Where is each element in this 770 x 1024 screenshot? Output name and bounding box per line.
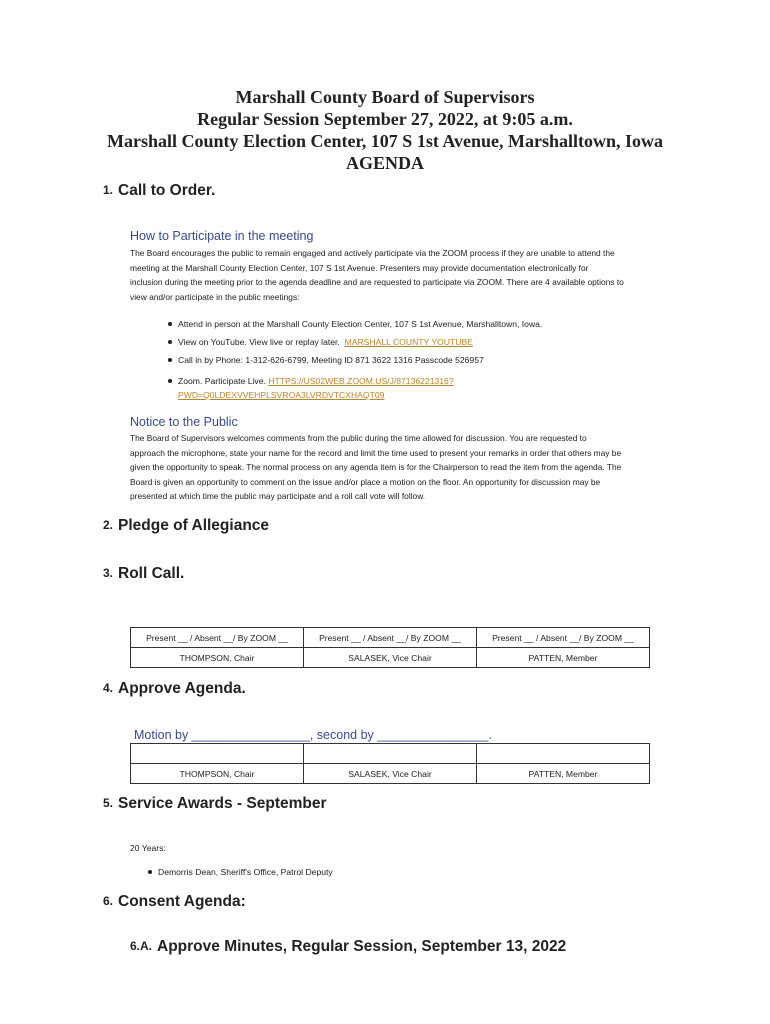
bullet-icon xyxy=(168,340,172,344)
table-cell: SALASEK, Vice Chair xyxy=(304,648,477,668)
paragraph-line: given the opportunity to speak. The normal process on any agenda item is for the Chairperson to read the item from the agenda. The xyxy=(130,462,622,473)
table-row xyxy=(131,648,650,668)
motion-line: Motion by _________________, second by ________________. xyxy=(134,728,492,742)
title-line-3: Marshall County Election Center, 107 S 1st Avenue, Marshalltown, Iowa xyxy=(106,131,663,151)
participate-heading: How to Participate in the meeting xyxy=(130,229,314,243)
table-cell xyxy=(477,744,650,764)
paragraph-line: Board is given an opportunity to comment on the issue and/or place a motion on the floor. An opportunity for discussion may be xyxy=(130,476,601,487)
section-title: Service Awards - September xyxy=(118,795,327,812)
award-years-label: 20 Years: xyxy=(130,843,166,853)
section-number: 1. xyxy=(103,183,114,197)
section-3-heading xyxy=(103,565,184,583)
title-line-1: Marshall County Board of Supervisors xyxy=(235,87,535,107)
section-2-heading xyxy=(103,517,269,535)
list-item xyxy=(148,867,333,877)
section-number: 6. xyxy=(103,894,114,908)
paragraph-line: The Board of Supervisors welcomes comments from the public during the time allowed for discussion. You are requested to xyxy=(130,433,587,443)
zoom-link-continued[interactable]: PWD=Q0LDEXVVEHPLSVROA3LVRDVTCXHAQT09 xyxy=(178,390,385,400)
section-title: Roll Call. xyxy=(118,565,185,582)
section-5-heading xyxy=(103,795,327,813)
section-1-heading xyxy=(103,182,215,200)
section-title: Call to Order. xyxy=(118,182,216,199)
table-row xyxy=(131,744,650,764)
paragraph-line: approach the microphone, state your name for the record and limit the time used to present your remarks in order that others may be xyxy=(130,447,622,458)
table-cell: Present __ / Absent __/ By ZOOM __ xyxy=(304,628,477,648)
page-title xyxy=(0,86,770,174)
list-item xyxy=(168,319,542,329)
section-6-heading xyxy=(103,893,246,911)
section-number: 6.A. xyxy=(130,939,153,953)
notice-heading: Notice to the Public xyxy=(130,415,238,429)
bullet-icon xyxy=(148,870,152,874)
list-item xyxy=(168,355,484,365)
list-item-text: View on YouTube. View live or replay later. xyxy=(178,337,340,347)
table-cell: PATTEN, Member xyxy=(477,648,650,668)
table-cell: Present __ / Absent __/ By ZOOM __ xyxy=(131,628,304,648)
bullet-icon xyxy=(168,358,172,362)
table-cell xyxy=(304,744,477,764)
list-item-text: Zoom. Participate Live. xyxy=(178,376,266,386)
bullet-icon xyxy=(168,322,172,326)
paragraph-line: inclusion during the meeting prior to the agenda deadline and are requested to participate via ZOOM. There are 4 available options to xyxy=(130,277,624,288)
list-item xyxy=(168,337,473,347)
list-item-text: Attend in person at the Marshall County Election Center, 107 S 1st Avenue, Marshalltown, Iowa. xyxy=(178,319,543,329)
table-row xyxy=(131,764,650,784)
section-number: 4. xyxy=(103,681,114,695)
list-item-text: Call in by Phone: 1-312-626-6799, Meeting ID 871 3622 1316 Passcode 526957 xyxy=(178,355,484,365)
section-title: Approve Agenda. xyxy=(118,680,246,697)
paragraph-line: view and/or participate in the public meetings: xyxy=(130,291,300,302)
table-cell xyxy=(131,744,304,764)
table-cell: Present __ / Absent __/ By ZOOM __ xyxy=(477,628,650,648)
notice-paragraph xyxy=(130,431,690,504)
section-title: Approve Minutes, Regular Session, September 13, 2022 xyxy=(157,938,567,955)
paragraph-line: The Board encourages the public to remain engaged and actively participate via the ZOOM process if they are unable to attend the xyxy=(130,248,615,258)
title-line-2: Regular Session September 27, 2022, at 9:05 a.m. xyxy=(197,109,573,129)
table-cell: SALASEK, Vice Chair xyxy=(304,764,477,784)
zoom-link[interactable]: HTTPS://US02WEB.ZOOM.US/J/87136221316? xyxy=(268,376,454,386)
table-cell: THOMPSON, Chair xyxy=(131,648,304,668)
list-item xyxy=(168,374,454,402)
section-number: 2. xyxy=(103,518,114,532)
section-4-heading xyxy=(103,680,246,698)
participate-paragraph xyxy=(130,246,690,304)
table-cell: PATTEN, Member xyxy=(477,764,650,784)
section-number: 3. xyxy=(103,566,114,580)
section-title: Consent Agenda: xyxy=(118,893,246,910)
paragraph-line: meeting at the Marshall County Election Center, 107 S 1st Avenue. Presenters may provide documentation electronically for xyxy=(130,262,589,273)
section-number: 5. xyxy=(103,796,114,810)
section-title: Pledge of Allegiance xyxy=(118,517,270,534)
section-6a-heading xyxy=(130,938,566,956)
title-line-4: AGENDA xyxy=(345,153,424,173)
table-row xyxy=(131,628,650,648)
bullet-icon xyxy=(168,379,172,383)
table-cell: THOMPSON, Chair xyxy=(131,764,304,784)
paragraph-line: presented at which time the public may participate and a roll call vote will follow. xyxy=(130,491,426,502)
list-item-text: Demorris Dean, Sheriff's Office, Patrol Deputy xyxy=(158,867,333,877)
youtube-link[interactable]: MARSHALL COUNTY YOUTUBE xyxy=(344,337,473,347)
roll-call-table xyxy=(130,627,650,668)
agenda-vote-table xyxy=(130,743,650,784)
